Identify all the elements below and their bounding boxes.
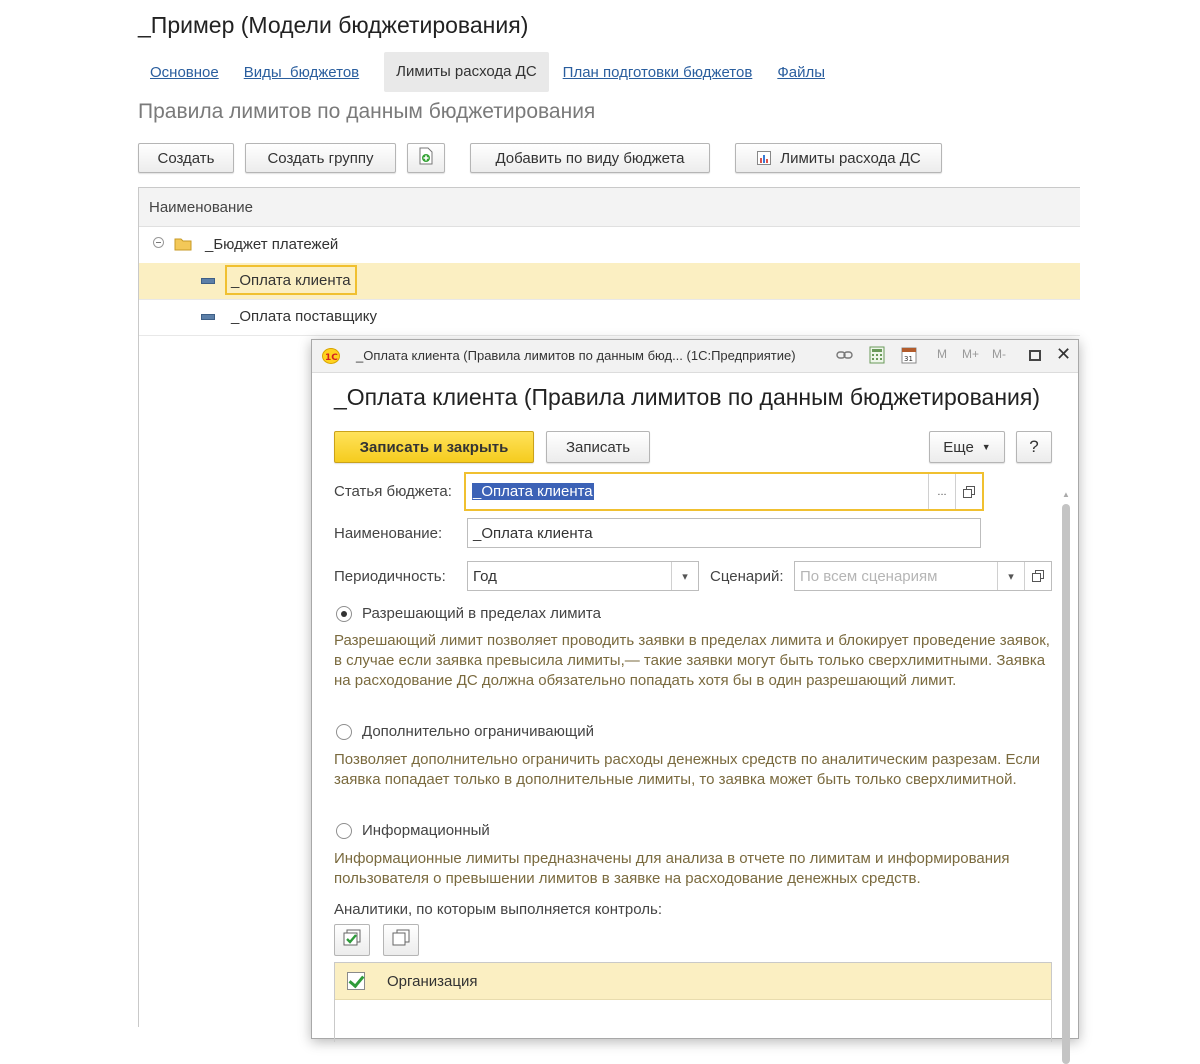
uncheck-all-icon (391, 929, 411, 952)
create-group-button[interactable] (245, 143, 396, 173)
periodicity-select[interactable] (467, 561, 699, 591)
create-group-button-label: Создать группу (267, 149, 374, 167)
svg-text:31: 31 (904, 355, 913, 363)
app-logo-icon (322, 348, 340, 369)
list-row-group[interactable] (139, 227, 1080, 264)
scenario-label: Сценарий: (710, 568, 784, 585)
radio-allowing-description: Разрешающий лимит позволяет проводить заявки в пределах лимита и блокирует проведение заявок, в случае если заявка превысила лимиты,— такие заявки могут быть только сверхлимитными. Заявка на расходование ДС должна обязательно попадать хотя бы в один разрешающий лимит. (334, 632, 1050, 689)
list-row[interactable] (139, 299, 1080, 336)
list-row-selected[interactable] (139, 263, 1080, 300)
radio-informational-label[interactable]: Информационный (362, 822, 490, 839)
cash-limits-report-button[interactable] (735, 143, 942, 173)
save-label: Записать (565, 438, 631, 456)
radio-restricting[interactable] (336, 724, 352, 740)
check-all-icon (342, 929, 362, 952)
section-title: Правила лимитов по данным бюджетирования (138, 100, 596, 123)
help-label: ? (1029, 437, 1039, 456)
cash-limits-report-label: Лимиты расхода ДС (780, 149, 921, 167)
calendar-icon[interactable] (901, 346, 917, 369)
periodicity-value: Год (473, 567, 497, 585)
memory-minus-icon[interactable]: M- (992, 347, 1006, 361)
organization-checkbox[interactable] (347, 972, 365, 990)
budget-item-label: Статья бюджета: (334, 483, 452, 500)
budget-item-value[interactable] (466, 483, 928, 500)
radio-informational-description: Информационные лимиты предназначены для анализа в отчете по лимитам и информирования пользователя о превышении лимитов в заявке на расходование денежных средств. (334, 850, 1010, 887)
radio-informational[interactable] (336, 823, 352, 839)
open-item-icon[interactable] (955, 474, 982, 509)
list-row-label: _Оплата клиента (225, 265, 357, 295)
create-button-label: Создать (157, 149, 215, 167)
list-row-label: _Бюджет платежей (205, 236, 339, 253)
periodicity-label: Периодичность: (334, 568, 446, 585)
dialog-titlebar[interactable] (312, 340, 1078, 373)
radio-allowing[interactable] (336, 606, 352, 622)
check-all-button[interactable] (334, 924, 370, 956)
name-field[interactable] (467, 518, 981, 548)
dialog-window-title: _Оплата клиента (Правила лимитов по данным бюд... (1С:Предприятие) (356, 348, 796, 363)
name-value: _Оплата клиента (473, 524, 593, 542)
dialog-scrollbar[interactable] (1061, 490, 1071, 1050)
analytics-row-label: Организация (387, 973, 478, 990)
tab-main[interactable]: Основное (150, 63, 219, 81)
help-button[interactable] (1016, 431, 1052, 463)
name-label: Наименование: (334, 525, 443, 542)
memory-plus-icon[interactable]: M+ (962, 347, 980, 361)
svg-text:1С: 1С (325, 353, 338, 363)
close-icon[interactable]: ✕ (1056, 344, 1072, 364)
create-button[interactable] (138, 143, 234, 173)
add-by-budget-type-label: Добавить по виду бюджета (495, 149, 685, 167)
collapse-icon[interactable] (153, 237, 164, 248)
dialog-title: _Оплата клиента (Правила лимитов по данным бюджетирования) (334, 384, 1041, 410)
scenario-placeholder: По всем сценариям (800, 567, 938, 585)
chevron-down-icon[interactable]: ▾ (997, 562, 1024, 590)
list-row-label: _Оплата поставщику (231, 308, 378, 325)
tab-files[interactable]: Файлы (777, 63, 825, 81)
chevron-down-icon[interactable]: ▾ (671, 562, 698, 590)
open-item-icon[interactable] (1024, 562, 1051, 590)
copy-item-button[interactable] (407, 143, 445, 173)
budget-item-selected-text: _Оплата клиента (473, 483, 593, 500)
save-and-close-label: Записать и закрыть (359, 438, 509, 456)
radio-allowing-label[interactable]: Разрешающий в пределах лимита (362, 605, 601, 622)
memory-m-icon[interactable]: M (937, 347, 947, 361)
report-icon (756, 150, 772, 166)
tab-budget-types[interactable]: Виды бюджетов (243, 63, 360, 81)
scroll-up-icon[interactable]: ▲ (1062, 490, 1070, 499)
more-button[interactable] (929, 431, 1005, 463)
chevron-down-icon: ▼ (981, 442, 991, 452)
scenario-select[interactable] (794, 561, 1052, 591)
tab-bar (138, 52, 850, 92)
scroll-thumb[interactable] (1062, 504, 1070, 1064)
more-label: Еще (943, 438, 974, 456)
tab-budget-plan[interactable]: План подготовки бюджетов (562, 63, 753, 81)
item-dialog (311, 339, 1079, 1039)
uncheck-all-button[interactable] (383, 924, 419, 956)
calculator-icon[interactable] (869, 346, 885, 369)
save-and-close-button[interactable] (334, 431, 534, 463)
column-header-name[interactable]: Наименование (149, 199, 253, 216)
tab-cash-limits[interactable]: Лимиты расхода ДС (384, 52, 549, 92)
budget-item-field[interactable] (464, 472, 984, 511)
table-row[interactable] (335, 963, 1051, 1000)
analytics-table (334, 962, 1052, 1042)
add-document-icon (418, 147, 434, 169)
radio-restricting-description: Позволяет дополнительно ограничить расходы денежных средств по аналитическим разрезам. Если заявка попадает только в дополнительные лимиты, то заявка может быть только сверхлимитной. (334, 751, 1040, 788)
folder-icon (174, 237, 192, 255)
link-icon[interactable] (836, 347, 854, 368)
item-icon (201, 278, 215, 284)
add-by-budget-type-button[interactable] (470, 143, 710, 173)
save-button[interactable] (546, 431, 650, 463)
maximize-icon[interactable] (1029, 350, 1041, 361)
ellipsis-select-icon[interactable]: ... (928, 474, 955, 509)
page-title: _Пример (Модели бюджетирования) (138, 12, 529, 38)
analytics-label: Аналитики, по которым выполняется контроль: (334, 901, 663, 918)
list-header (139, 188, 1080, 227)
item-icon (201, 314, 215, 320)
radio-restricting-label[interactable]: Дополнительно ограничивающий (362, 723, 594, 740)
